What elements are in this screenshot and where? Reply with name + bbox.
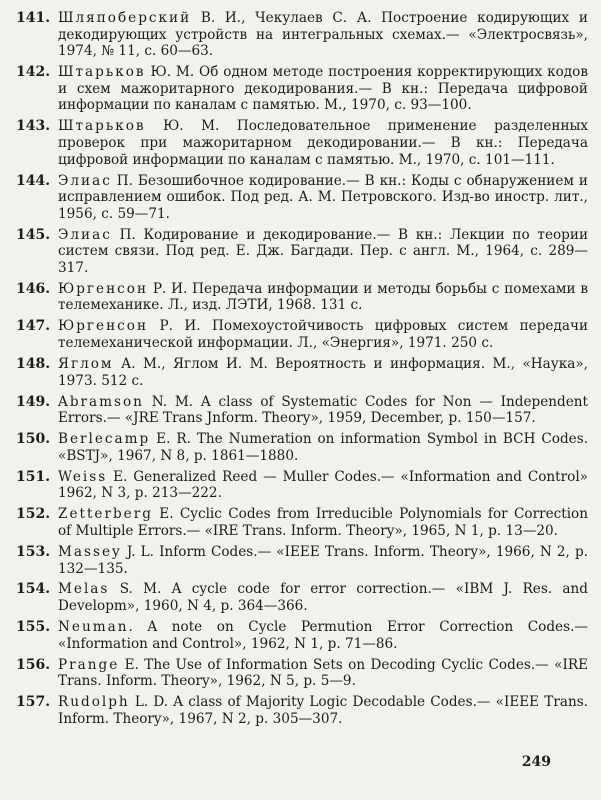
reference-author: Юргенсон xyxy=(58,280,149,297)
reference-text xyxy=(58,469,588,502)
reference-item xyxy=(16,619,588,652)
reference-body: J. L. Inform Codes.— «IEEE Trans. Inform. Theory», 1966, N 2, p. 132—135. xyxy=(58,543,588,577)
reference-body: П. Безошибочное кодирование.— В кн.: Коды с обнаружением и исправлением ошибок. Под ред. А. М. Петровского. Изд-во иностр. лит., 1956, с. 59—71. xyxy=(58,172,588,222)
reference-number: 147. xyxy=(16,318,51,335)
reference-number: 157. xyxy=(16,694,51,711)
reference-author: Элиас xyxy=(58,226,112,243)
reference-item xyxy=(16,694,588,727)
reference-item xyxy=(16,64,588,114)
reference-body: Р. И. Передача информации и методы борьбы с помехами в телемеханике. Л., изд. ЛЭТИ, 1968. 131 с. xyxy=(58,280,588,314)
reference-text xyxy=(58,10,588,60)
reference-body: В. И., Чекулаев С. А. Построение кодирующих и декодирующих устройств на интегральных схемах.— «Электросвязь», 1974, № 11, с. 60—63. xyxy=(58,10,588,60)
reference-body: Р. И. Помехоустойчивость цифровых систем передачи телемеханической информации. Л., «Энергия», 1971. 250 с. xyxy=(58,318,588,352)
reference-number: 144. xyxy=(16,172,51,189)
reference-body: П. Кодирование и декодирование.— В кн.: Лекции по теории систем связи. Под ред. Е. Дж. Багдади. Пер. с англ. М., 1964, с. 289—317. xyxy=(58,226,588,276)
reference-item xyxy=(16,657,588,690)
reference-text xyxy=(58,506,588,539)
reference-body: N. M. A class of Systematic Codes for Non — Independent Errors.— «JRE Trans Jnform. Theory», 1959, December, p. 150—157. xyxy=(58,393,588,427)
reference-text xyxy=(58,657,588,690)
reference-author: Weiss xyxy=(58,468,108,485)
reference-body: E. Cyclic Codes from Irreducible Polynomials for Correction of Multiple Errors.— «IRE Trans. Inform. Theory», 1965, N 1, p. 13—20. xyxy=(58,506,588,539)
reference-body: . A note on Cycle Permution Error Correction Codes.— «Information and Control», 1962, N 1, p. 71—86. xyxy=(58,619,588,652)
page-number: 249 xyxy=(521,754,551,770)
reference-item xyxy=(16,394,588,427)
reference-number: 149. xyxy=(16,393,51,410)
reference-item xyxy=(16,506,588,539)
reference-text xyxy=(58,619,588,652)
reference-body: E. R. The Numeration on information Symbol in BCH Codes. «BSTJ», 1967, N 8, p. 1861—1880. xyxy=(58,431,588,464)
reference-author: Abramson xyxy=(58,393,144,410)
reference-item xyxy=(16,544,588,577)
reference-item xyxy=(16,227,588,277)
reference-item xyxy=(16,10,588,60)
reference-number: 141. xyxy=(16,10,51,26)
reference-text xyxy=(58,318,588,351)
reference-author: Юргенсон xyxy=(58,318,149,335)
reference-text xyxy=(58,694,588,727)
reference-text xyxy=(58,281,588,314)
reference-number: 153. xyxy=(16,543,51,560)
reference-author: Яглом xyxy=(58,356,114,373)
reference-number: 155. xyxy=(16,619,51,636)
reference-item xyxy=(16,469,588,502)
reference-text xyxy=(58,431,588,464)
reference-author: Melas xyxy=(58,581,110,598)
reference-number: 142. xyxy=(16,64,51,81)
reference-author: Neuman xyxy=(58,619,129,636)
reference-body: E. The Use of Information Sets on Decoding Cyclic Codes.— «IRE Trans. Inform. Theory», 1962, N 5, p. 5—9. xyxy=(58,656,588,690)
reference-item xyxy=(16,281,588,314)
reference-body: E. Generalized Reed — Muller Codes.— «Information and Control» 1962, N 3, p. 213—222. xyxy=(58,468,588,502)
reference-author: Штарьков xyxy=(58,64,146,81)
reference-item xyxy=(16,173,588,223)
reference-item xyxy=(16,318,588,351)
reference-item xyxy=(16,431,588,464)
reference-text xyxy=(58,394,588,427)
reference-list xyxy=(16,10,588,732)
reference-number: 145. xyxy=(16,226,51,243)
reference-author: Prange xyxy=(58,656,120,673)
reference-number: 151. xyxy=(16,468,51,485)
reference-item xyxy=(16,356,588,389)
reference-text xyxy=(58,581,588,614)
reference-number: 148. xyxy=(16,356,51,373)
reference-author: Zetterberg xyxy=(58,506,153,523)
reference-body: Ю. М. Об одном методе построения корректирующих кодов и схем мажоритарного декодирования.— В кн.: Передача цифровой информации по каналам с памятью. М., 1970, с. 93—100. xyxy=(58,64,588,114)
reference-number: 150. xyxy=(16,431,51,448)
reference-author: Rudolph xyxy=(58,694,130,711)
reference-number: 152. xyxy=(16,506,51,523)
reference-author: Massey xyxy=(58,543,122,560)
reference-item xyxy=(16,118,588,168)
reference-author: Berlecamp xyxy=(58,431,151,448)
reference-body: А. М., Яглом И. М. Вероятность и информация. М., «Наука», 1973. 512 с. xyxy=(58,356,588,389)
reference-item xyxy=(16,581,588,614)
reference-number: 156. xyxy=(16,656,51,673)
reference-body: Ю. М. Последовательное применение разделенных проверок при мажоритарном декодировании.— В кн.: Передача цифровой информации по каналам с памятью. М., 1970, с. 101—111. xyxy=(58,118,588,168)
reference-text xyxy=(58,64,588,114)
reference-text xyxy=(58,544,588,577)
reference-number: 143. xyxy=(16,118,51,135)
reference-number: 154. xyxy=(16,581,51,598)
reference-text xyxy=(58,173,588,223)
reference-author: Элиас xyxy=(58,172,112,189)
reference-author: Шляпоберский xyxy=(58,10,192,26)
reference-text xyxy=(58,227,588,277)
reference-author: Штарьков xyxy=(58,118,146,135)
reference-text xyxy=(58,118,588,168)
reference-body: L. D. A class of Majority Logic Decodable Codes.— «IEEE Trans. Inform. Theory», 1967, N 2, p. 305—307. xyxy=(58,694,588,727)
reference-text xyxy=(58,356,588,389)
reference-body: S. M. A cycle code for error correction.— «IBM J. Res. and Developm», 1960, N 4, p. 364—366. xyxy=(58,581,588,615)
reference-number: 146. xyxy=(16,280,51,297)
